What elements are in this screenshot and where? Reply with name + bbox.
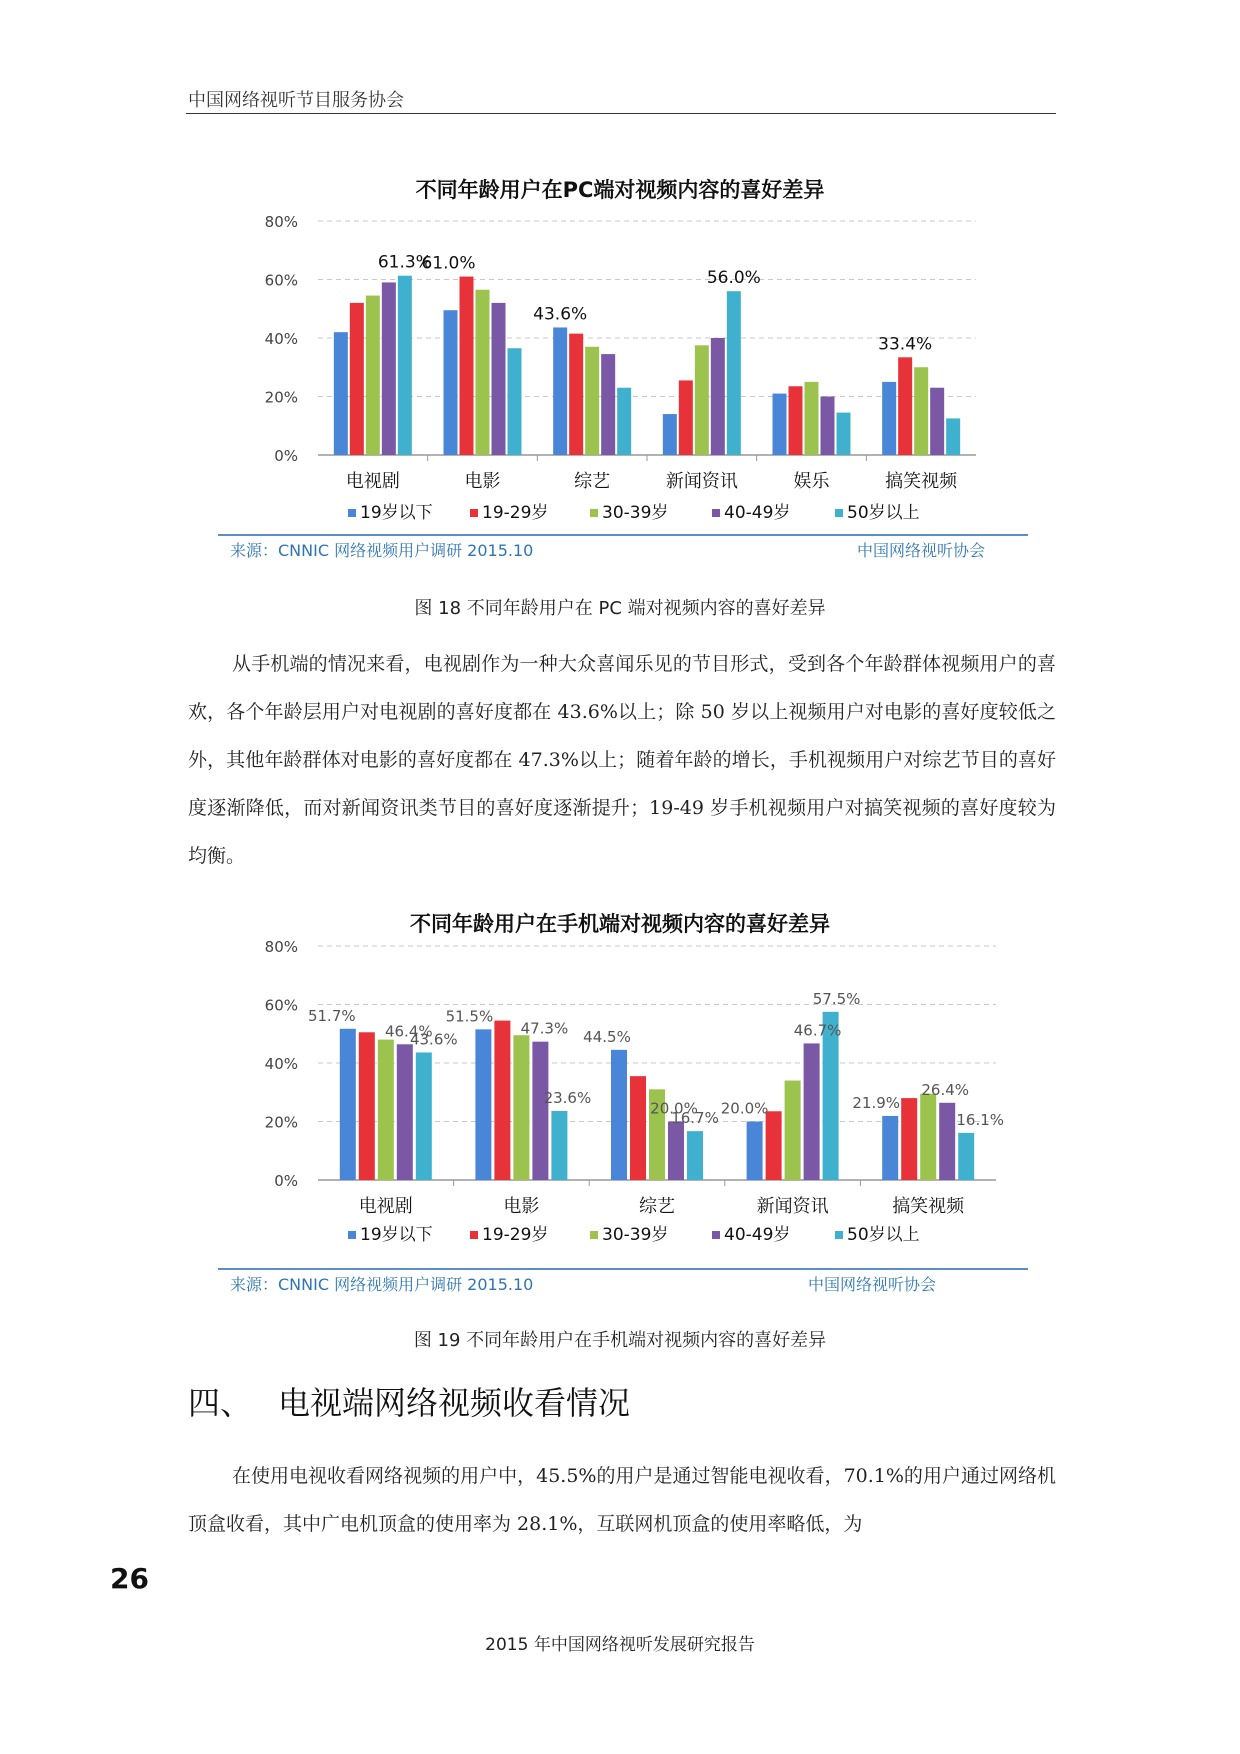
bar: [920, 1094, 936, 1180]
bar: [492, 303, 506, 455]
chart2-source: 来源：CNNIC 网络视频用户调研 2015.10: [230, 1275, 534, 1294]
legend-swatch: [712, 509, 720, 517]
bar: [444, 310, 458, 455]
body-paragraph-2: [188, 1452, 1056, 1548]
page-number: 26: [110, 1562, 149, 1595]
y-tick-label: 20%: [264, 388, 298, 407]
section-title-text: 电视端网络视频收看情况: [278, 1384, 631, 1422]
legend-label: 30-39岁: [602, 1225, 669, 1245]
bar: [747, 1122, 763, 1181]
figure19-caption: 图 19 不同年龄用户在手机端对视频内容的喜好差异: [413, 1330, 827, 1351]
bar: [946, 418, 960, 455]
legend-swatch: [835, 509, 843, 517]
bar: [617, 388, 631, 455]
chart1-source-divider: [218, 534, 1028, 536]
y-tick-label: 60%: [264, 996, 298, 1015]
bar: [569, 334, 583, 455]
legend-label: 40-49岁: [724, 503, 791, 523]
bar: [416, 1052, 432, 1180]
bar: [805, 382, 819, 455]
bar: [882, 382, 896, 455]
data-label: 61.0%: [421, 253, 476, 274]
bar: [901, 1098, 917, 1180]
bar: [766, 1111, 782, 1180]
bar: [475, 1029, 491, 1180]
bar: [804, 1043, 820, 1180]
bar: [494, 1021, 510, 1180]
data-label: 46.7%: [793, 1021, 842, 1040]
bar: [460, 277, 474, 455]
bar: [378, 1040, 394, 1180]
y-tick-label: 80%: [264, 213, 298, 231]
data-label: 57.5%: [812, 989, 861, 1008]
legend-label: 19岁以下: [360, 1225, 433, 1245]
bar: [508, 348, 522, 455]
bar: [340, 1029, 356, 1180]
category-label: 新闻资讯: [756, 1196, 829, 1217]
chart2-mobile-preference: [0, 935, 1240, 1265]
bar: [630, 1076, 646, 1180]
category-label: 电视剧: [345, 471, 400, 492]
bar: [397, 1044, 413, 1180]
category-label: 搞笑视频: [892, 1196, 965, 1217]
bar: [727, 291, 741, 455]
legend-swatch: [348, 1231, 356, 1239]
data-label: 26.4%: [921, 1080, 970, 1099]
bar: [773, 394, 787, 455]
data-label: 21.9%: [852, 1093, 901, 1112]
bar: [359, 1032, 375, 1180]
legend-swatch: [470, 509, 478, 517]
data-label: 46.4%: [384, 1022, 433, 1041]
chart1-title: 不同年龄用户在PC端对视频内容的喜好差异: [415, 178, 825, 202]
bar: [711, 338, 725, 455]
chart2-source-divider: [218, 1268, 1028, 1270]
category-label: 综艺: [639, 1196, 675, 1217]
legend-swatch: [590, 509, 598, 517]
category-label: 电影: [503, 1196, 540, 1217]
legend-swatch: [835, 1231, 843, 1239]
document-footer: 2015 年中国网络视听发展研究报告: [485, 1635, 755, 1655]
data-label: 33.4%: [878, 334, 933, 355]
section-number: 四、: [188, 1384, 253, 1422]
data-label: 20.0%: [650, 1099, 698, 1118]
data-label: 56.0%: [706, 268, 761, 289]
y-tick-label: 40%: [264, 1055, 298, 1073]
bar: [611, 1050, 627, 1180]
bar: [476, 290, 490, 455]
bar: [930, 388, 944, 455]
data-label: 51.7%: [307, 1006, 356, 1025]
data-label: 20.0%: [720, 1099, 769, 1118]
data-label: 44.5%: [583, 1027, 631, 1046]
y-tick-label: 40%: [264, 330, 298, 348]
bar: [350, 303, 364, 455]
paragraph-2-text: 在使用电视收看网络视频的用户中，45.5%的用户是通过智能电视收看，70.1%的用户通过网络机顶盒收看，其中广电机顶盒的使用率为 28.1%，互联网机顶盒的使用率略低，为: [188, 1465, 1056, 1535]
legend-label: 19-29岁: [482, 1225, 549, 1245]
bar: [695, 345, 709, 455]
legend-label: 19岁以下: [360, 503, 433, 523]
bar: [958, 1133, 974, 1180]
data-label: 51.5%: [445, 1007, 494, 1026]
bar: [679, 380, 693, 455]
category-label: 电影: [464, 471, 501, 492]
bar: [551, 1111, 567, 1180]
legend-swatch: [712, 1231, 720, 1239]
bar: [398, 276, 412, 455]
data-label: 16.7%: [671, 1109, 719, 1128]
legend-swatch: [470, 1231, 478, 1239]
bar: [366, 296, 380, 455]
section-heading: [188, 1378, 630, 1424]
y-tick-label: 0%: [274, 447, 298, 465]
bar: [898, 357, 912, 455]
header-divider: [186, 113, 1056, 114]
legend-label: 19-29岁: [482, 503, 549, 523]
data-label: 43.6%: [409, 1030, 458, 1049]
chart1-pc-preference: [0, 200, 1240, 570]
legend-label: 50岁以上: [847, 503, 920, 523]
y-tick-label: 0%: [274, 1172, 298, 1190]
bar: [882, 1116, 898, 1180]
y-tick-label: 80%: [264, 938, 298, 956]
paragraph-1-text: 从手机端的情况来看，电视剧作为一种大众喜闻乐见的节目形式，受到各个年龄群体视频用户的喜欢，各个年龄层用户对电视剧的喜好度都在 43.6%以上；除 50 岁以上视频用户对电影的喜好度较低之外，其他年龄群体对电影的喜好度都在 47.3%以上；随着年龄的增长，手机视频用户对综艺节目的喜好度逐渐降低，而对新闻资讯类节目的喜好度逐渐提升；19-49 岁手机视频用户对搞笑视频的喜好度较为均衡。: [188, 653, 1056, 867]
category-label: 娱乐: [793, 471, 830, 492]
bar: [553, 327, 567, 455]
legend-label: 50岁以上: [847, 1225, 920, 1245]
y-tick-label: 60%: [264, 271, 298, 290]
bar: [687, 1131, 703, 1180]
bar: [663, 414, 677, 455]
bar: [821, 397, 835, 456]
bar: [513, 1035, 529, 1180]
bar: [785, 1081, 801, 1180]
bar: [789, 386, 803, 455]
bar: [668, 1122, 684, 1181]
bar: [585, 347, 599, 455]
chart2-source-org: 中国网络视听协会: [808, 1275, 937, 1294]
bar: [837, 413, 851, 455]
figure18-caption: 图 18 不同年龄用户在 PC 端对视频内容的喜好差异: [414, 598, 826, 619]
data-label: 16.1%: [956, 1110, 1005, 1129]
category-label: 电视剧: [358, 1196, 413, 1217]
legend-swatch: [348, 509, 356, 517]
bar: [382, 282, 396, 455]
chart2-title: 不同年龄用户在手机端对视频内容的喜好差异: [410, 912, 830, 936]
category-label: 新闻资讯: [665, 471, 738, 492]
bar: [914, 367, 928, 455]
legend-label: 40-49岁: [724, 1225, 791, 1245]
chart1-source-org: 中国网络视听协会: [857, 541, 986, 560]
data-label: 61.3%: [377, 252, 432, 273]
legend-label: 30-39岁: [602, 503, 669, 523]
y-tick-label: 20%: [264, 1113, 298, 1132]
legend-swatch: [590, 1231, 598, 1239]
body-paragraph-1: [188, 640, 1056, 880]
data-label: 47.3%: [520, 1019, 569, 1038]
category-label: 搞笑视频: [885, 471, 958, 492]
bar: [601, 354, 615, 455]
bar: [532, 1042, 548, 1180]
category-label: 综艺: [574, 471, 611, 492]
data-label: 43.6%: [533, 304, 588, 325]
document-header: 中国网络视听节目服务协会: [188, 90, 404, 111]
bar: [334, 332, 348, 455]
data-label: 23.6%: [543, 1088, 592, 1107]
bar: [939, 1103, 955, 1180]
chart1-source: 来源：CNNIC 网络视频用户调研 2015.10: [230, 541, 534, 560]
